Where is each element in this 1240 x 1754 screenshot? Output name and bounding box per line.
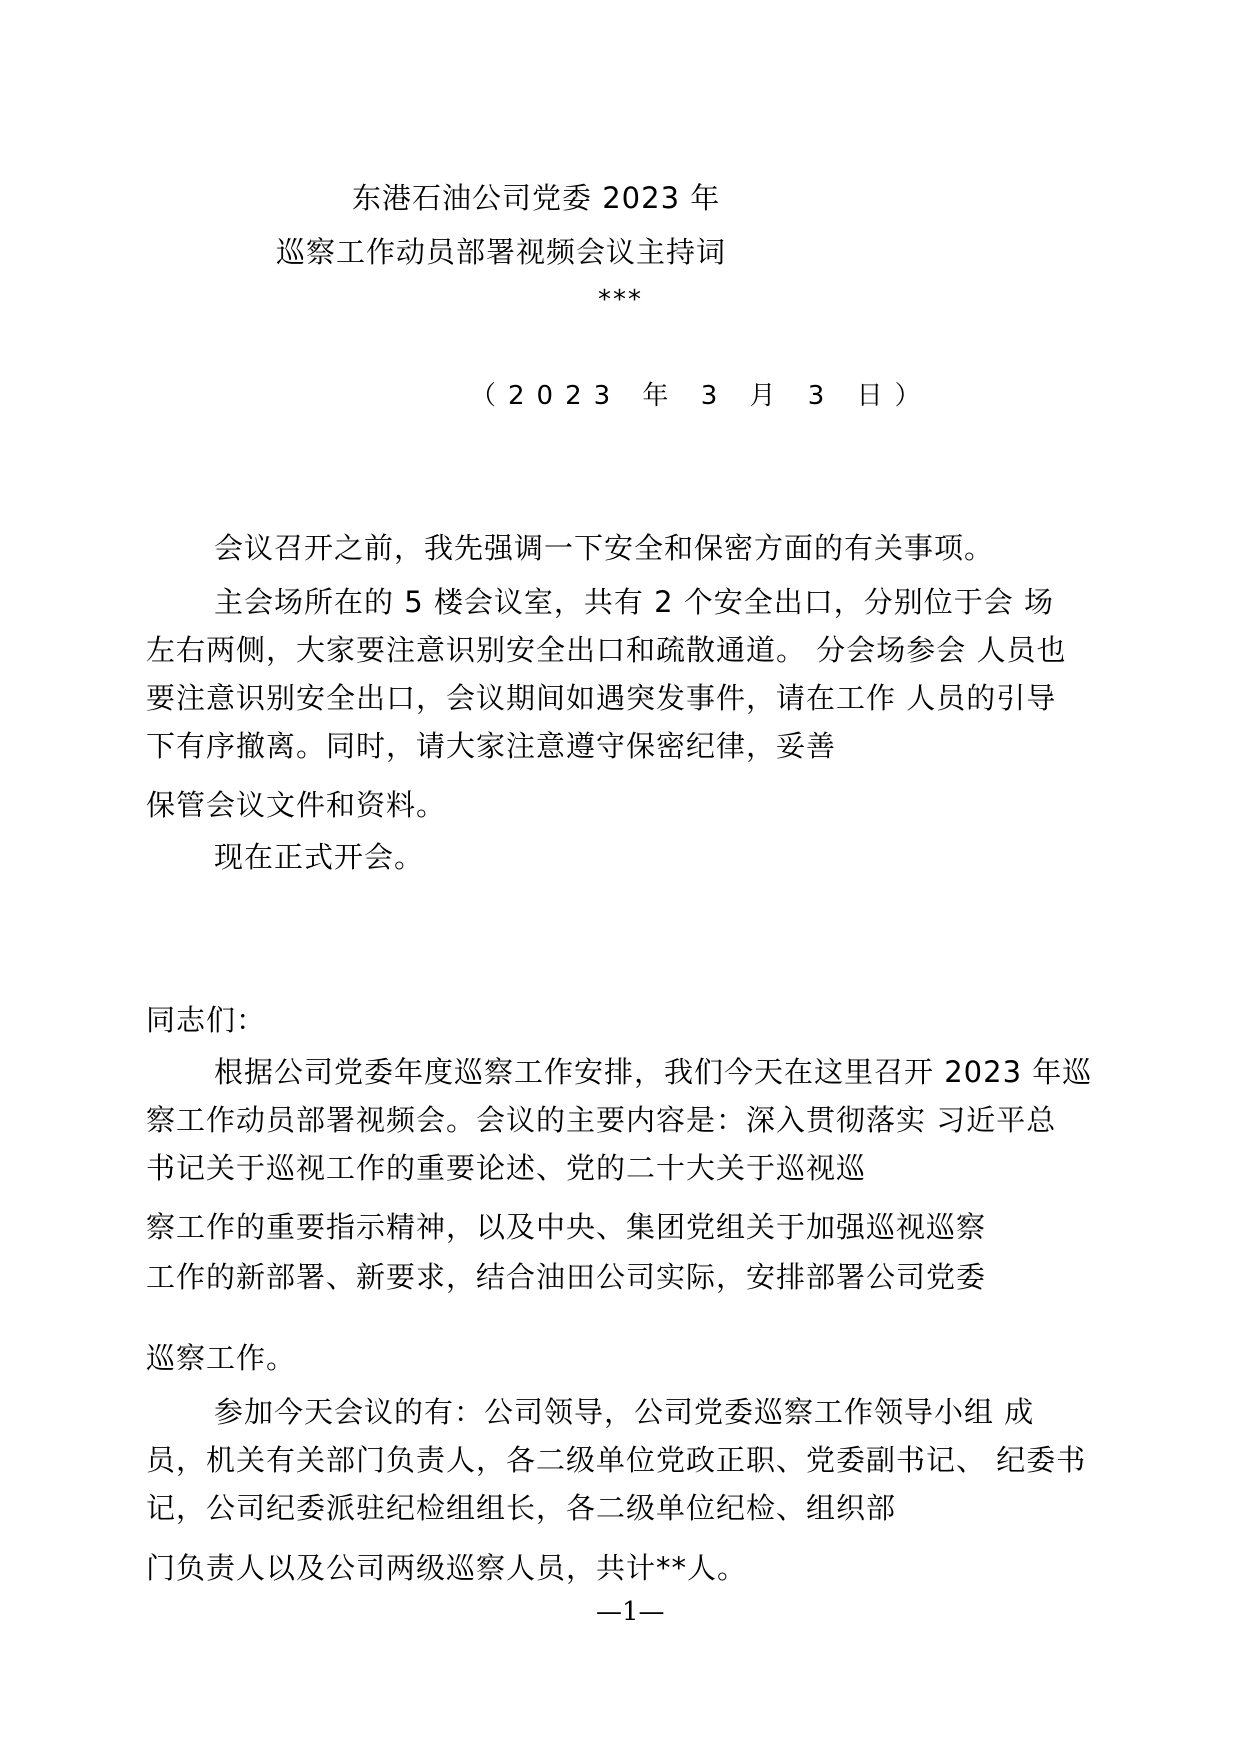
paragraph-exits-line-2: 左右两侧，大家要注意识别安全出口和疏散通道。 分会场参会 人员也 [146, 633, 1067, 667]
paragraph-purpose-line-2: 察工作动员部署视频会。会议的主要内容是：深入贯彻落实 习近平总 [146, 1103, 1057, 1137]
paragraph-exits-line-1: 主会场所在的 5 楼会议室，共有 2 个安全出口，分别位于会 场 [214, 585, 1054, 619]
paragraph-purpose-line-5: 工作的新部署、新要求，结合油田公司实际，安排部署公司党委 [146, 1260, 987, 1294]
paragraph-purpose-line-3: 书记关于巡视工作的重要论述、党的二十大关于巡视巡 [146, 1151, 867, 1185]
paragraph-exits-line-4: 下有序撤离。同时，请大家注意遵守保密纪律，妥善 [146, 729, 837, 763]
paragraph-attendees-line-4: 门负责人以及公司两级巡察人员，共计**人。 [146, 1551, 748, 1585]
salutation: 同志们： [146, 1003, 267, 1037]
page-number: —1— [596, 1597, 665, 1627]
title-line-1: 东港石油公司党委 2023 年 [352, 181, 721, 215]
paragraph-exits-line-3: 要注意识别安全出口，会议期间如遇突发事件，请在工作 人员的引导 [146, 681, 1057, 715]
author-line: *** [598, 285, 643, 315]
paragraph-purpose-line-1: 根据公司党委年度巡察工作安排，我们今天在这里召开 2023 年巡 [214, 1055, 1093, 1089]
paragraph-purpose-line-6: 巡察工作。 [146, 1341, 297, 1375]
paragraph-exits-line-5: 保管会议文件和资料。 [146, 788, 447, 822]
paragraph-purpose-line-4: 察工作的重要指示精神，以及中央、集团党组关于加强巡视巡察 [146, 1210, 987, 1244]
title-line-2: 巡察工作动员部署视频会议主持词 [276, 235, 727, 269]
date-line: （2023 年 3 月 3 日） [470, 381, 933, 411]
paragraph-attendees-line-3: 记，公司纪委派驻纪检组组长，各二级单位纪检、组织部 [146, 1491, 897, 1525]
paragraph-safety-intro: 会议召开之前，我先强调一下安全和保密方面的有关事项。 [214, 531, 995, 565]
paragraph-attendees-line-2: 员，机关有关部门负责人，各二级单位党政正职、党委副书记、 纪委书 [146, 1443, 1087, 1477]
paragraph-attendees-line-1: 参加今天会议的有：公司领导，公司党委巡察工作领导小组 成 [214, 1395, 1035, 1429]
paragraph-open-meeting: 现在正式开会。 [214, 840, 425, 874]
